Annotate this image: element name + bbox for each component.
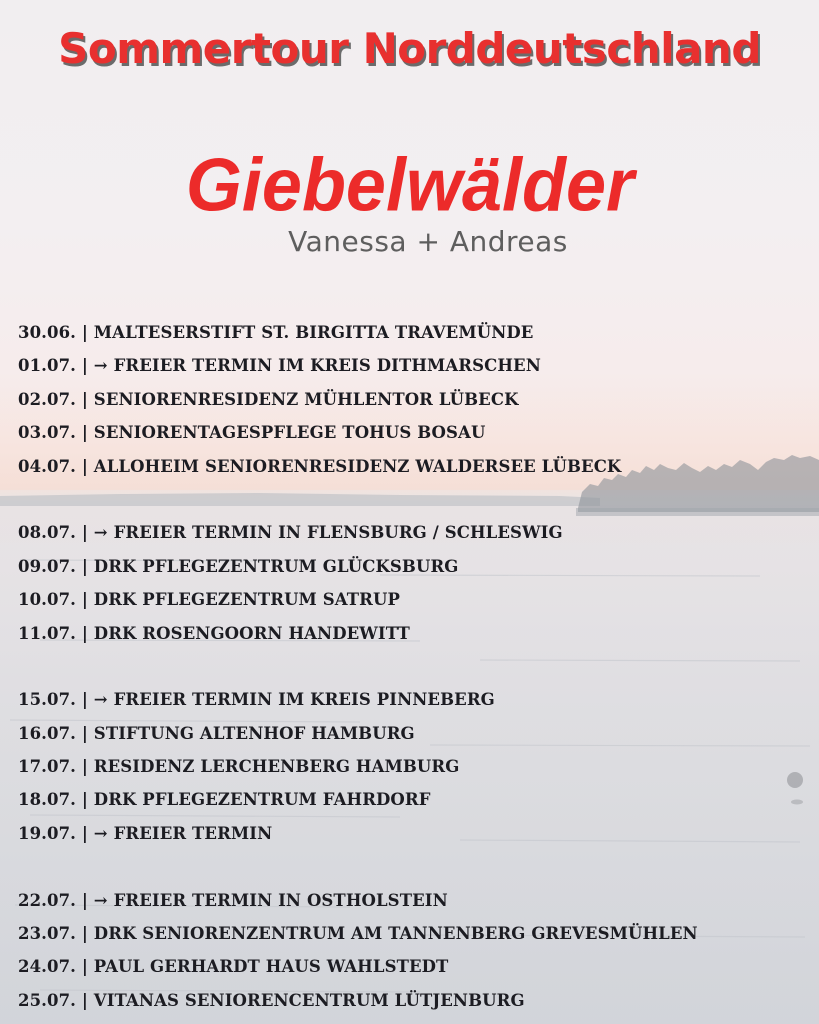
- schedule-entry: 17.07. | RESIDENZ LERCHENBERG HAMBURG: [18, 757, 460, 777]
- tour-schedule: [18, 316, 808, 1017]
- schedule-entry: 22.07. | → FREIER TERMIN IN OSTHOLSTEIN: [18, 890, 448, 910]
- logo-subtitle: Vanessa + Andreas: [288, 225, 568, 258]
- block-spacer: [18, 483, 808, 516]
- block-spacer: [18, 650, 808, 683]
- schedule-entry: 25.07. | VITANAS SENIORENCENTRUM LÜTJENBURG: [18, 990, 525, 1010]
- schedule-entry: 01.07. | → FREIER TERMIN IM KREIS DITHMARSCHEN: [18, 356, 541, 376]
- schedule-entry: 19.07. | → FREIER TERMIN: [18, 823, 273, 843]
- schedule-entry: 02.07. | SENIORENRESIDENZ MÜHLENTOR LÜBECK: [18, 389, 519, 409]
- schedule-entry: 18.07. | DRK PFLEGEZENTRUM FAHRDORF: [18, 790, 431, 810]
- schedule-entry: 11.07. | DRK ROSENGOORN HANDEWITT: [18, 623, 410, 643]
- tour-title: Sommertour Norddeutschland: [58, 24, 761, 73]
- schedule-entry: 23.07. | DRK SENIORENZENTRUM AM TANNENBERG GREVESMÜHLEN: [18, 924, 698, 944]
- schedule-entry: 03.07. | SENIORENTAGESPFLEGE TOHUS BOSAU: [18, 423, 486, 443]
- schedule-entry: 09.07. | DRK PFLEGEZENTRUM GLÜCKSBURG: [18, 556, 459, 576]
- block-spacer: [18, 850, 808, 883]
- schedule-block-3: [18, 683, 808, 850]
- schedule-entry: 15.07. | → FREIER TERMIN IM KREIS PINNEBERG: [18, 690, 495, 710]
- schedule-block-4: [18, 884, 808, 1018]
- schedule-entry: 16.07. | STIFTUNG ALTENHOF HAMBURG: [18, 723, 415, 743]
- schedule-entry: 08.07. | → FREIER TERMIN IN FLENSBURG / SCHLESWIG: [18, 523, 563, 543]
- schedule-entry: 04.07. | ALLOHEIM SENIORENRESIDENZ WALDERSEE LÜBECK: [18, 456, 622, 476]
- schedule-entry: 10.07. | DRK PFLEGEZENTRUM SATRUP: [18, 590, 400, 610]
- schedule-block-2: [18, 516, 808, 650]
- schedule-entry: 30.06. | MALTESERSTIFT ST. BIRGITTA TRAVEMÜNDE: [18, 323, 534, 342]
- logo-wordmark: Giebelwälder: [185, 141, 635, 227]
- giebelwaelder-logo: [0, 118, 819, 268]
- schedule-block-1: [18, 316, 808, 483]
- schedule-entry: 24.07. | PAUL GERHARDT HAUS WAHLSTEDT: [18, 957, 449, 977]
